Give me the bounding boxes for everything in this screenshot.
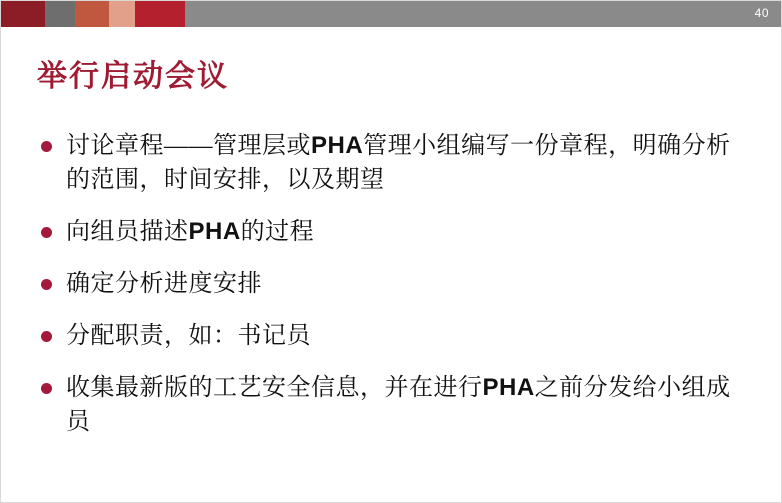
topbar-segment-2 [45, 1, 75, 27]
list-item-text-pre: 分配职责，如：书记员 [66, 323, 311, 349]
topbar-segment-4 [109, 1, 135, 27]
list-item-text-pre: 确定分析进度安排 [66, 271, 262, 297]
bullet-dot-icon [41, 227, 52, 238]
list-item [41, 267, 741, 301]
list-item-text-post: 管理小组编写一份章程，明确分析的范围，时间安排，以及期望 [66, 133, 731, 193]
decorative-top-bar [1, 1, 782, 27]
list-item-text-strong: PHA [311, 132, 364, 159]
list-item [41, 215, 741, 249]
bullet-dot-icon [41, 279, 52, 290]
list-item-text-post: 之前分发给小组成员 [66, 375, 731, 435]
list-item-text-pre: 讨论章程——管理层或 [66, 133, 311, 159]
topbar-segment-1 [1, 1, 45, 27]
list-item [41, 319, 741, 353]
list-item-text [66, 215, 314, 249]
list-item-text [66, 371, 741, 439]
topbar-segment-5 [135, 1, 185, 27]
bullet-dot-icon [41, 383, 52, 394]
bullet-dot-icon [41, 331, 52, 342]
page-title: 举行启动会议 [37, 60, 229, 93]
list-item-text-strong: PHA [188, 218, 241, 245]
list-item-text-post: 的过程 [240, 219, 315, 245]
bullet-dot-icon [41, 141, 52, 152]
list-item [41, 371, 741, 439]
list-item-text [66, 129, 741, 197]
list-item [41, 129, 741, 197]
topbar-segment-6 [185, 1, 782, 27]
list-item-text [66, 267, 262, 301]
list-item-text-pre: 收集最新版的工艺安全信息，并在进行 [66, 375, 483, 401]
list-item-text [66, 319, 311, 353]
bullet-list [41, 129, 741, 457]
slide-number: 40 [754, 6, 769, 20]
list-item-text-strong: PHA [482, 374, 535, 401]
topbar-segment-3 [75, 1, 109, 27]
list-item-text-pre: 向组员描述 [66, 219, 189, 245]
